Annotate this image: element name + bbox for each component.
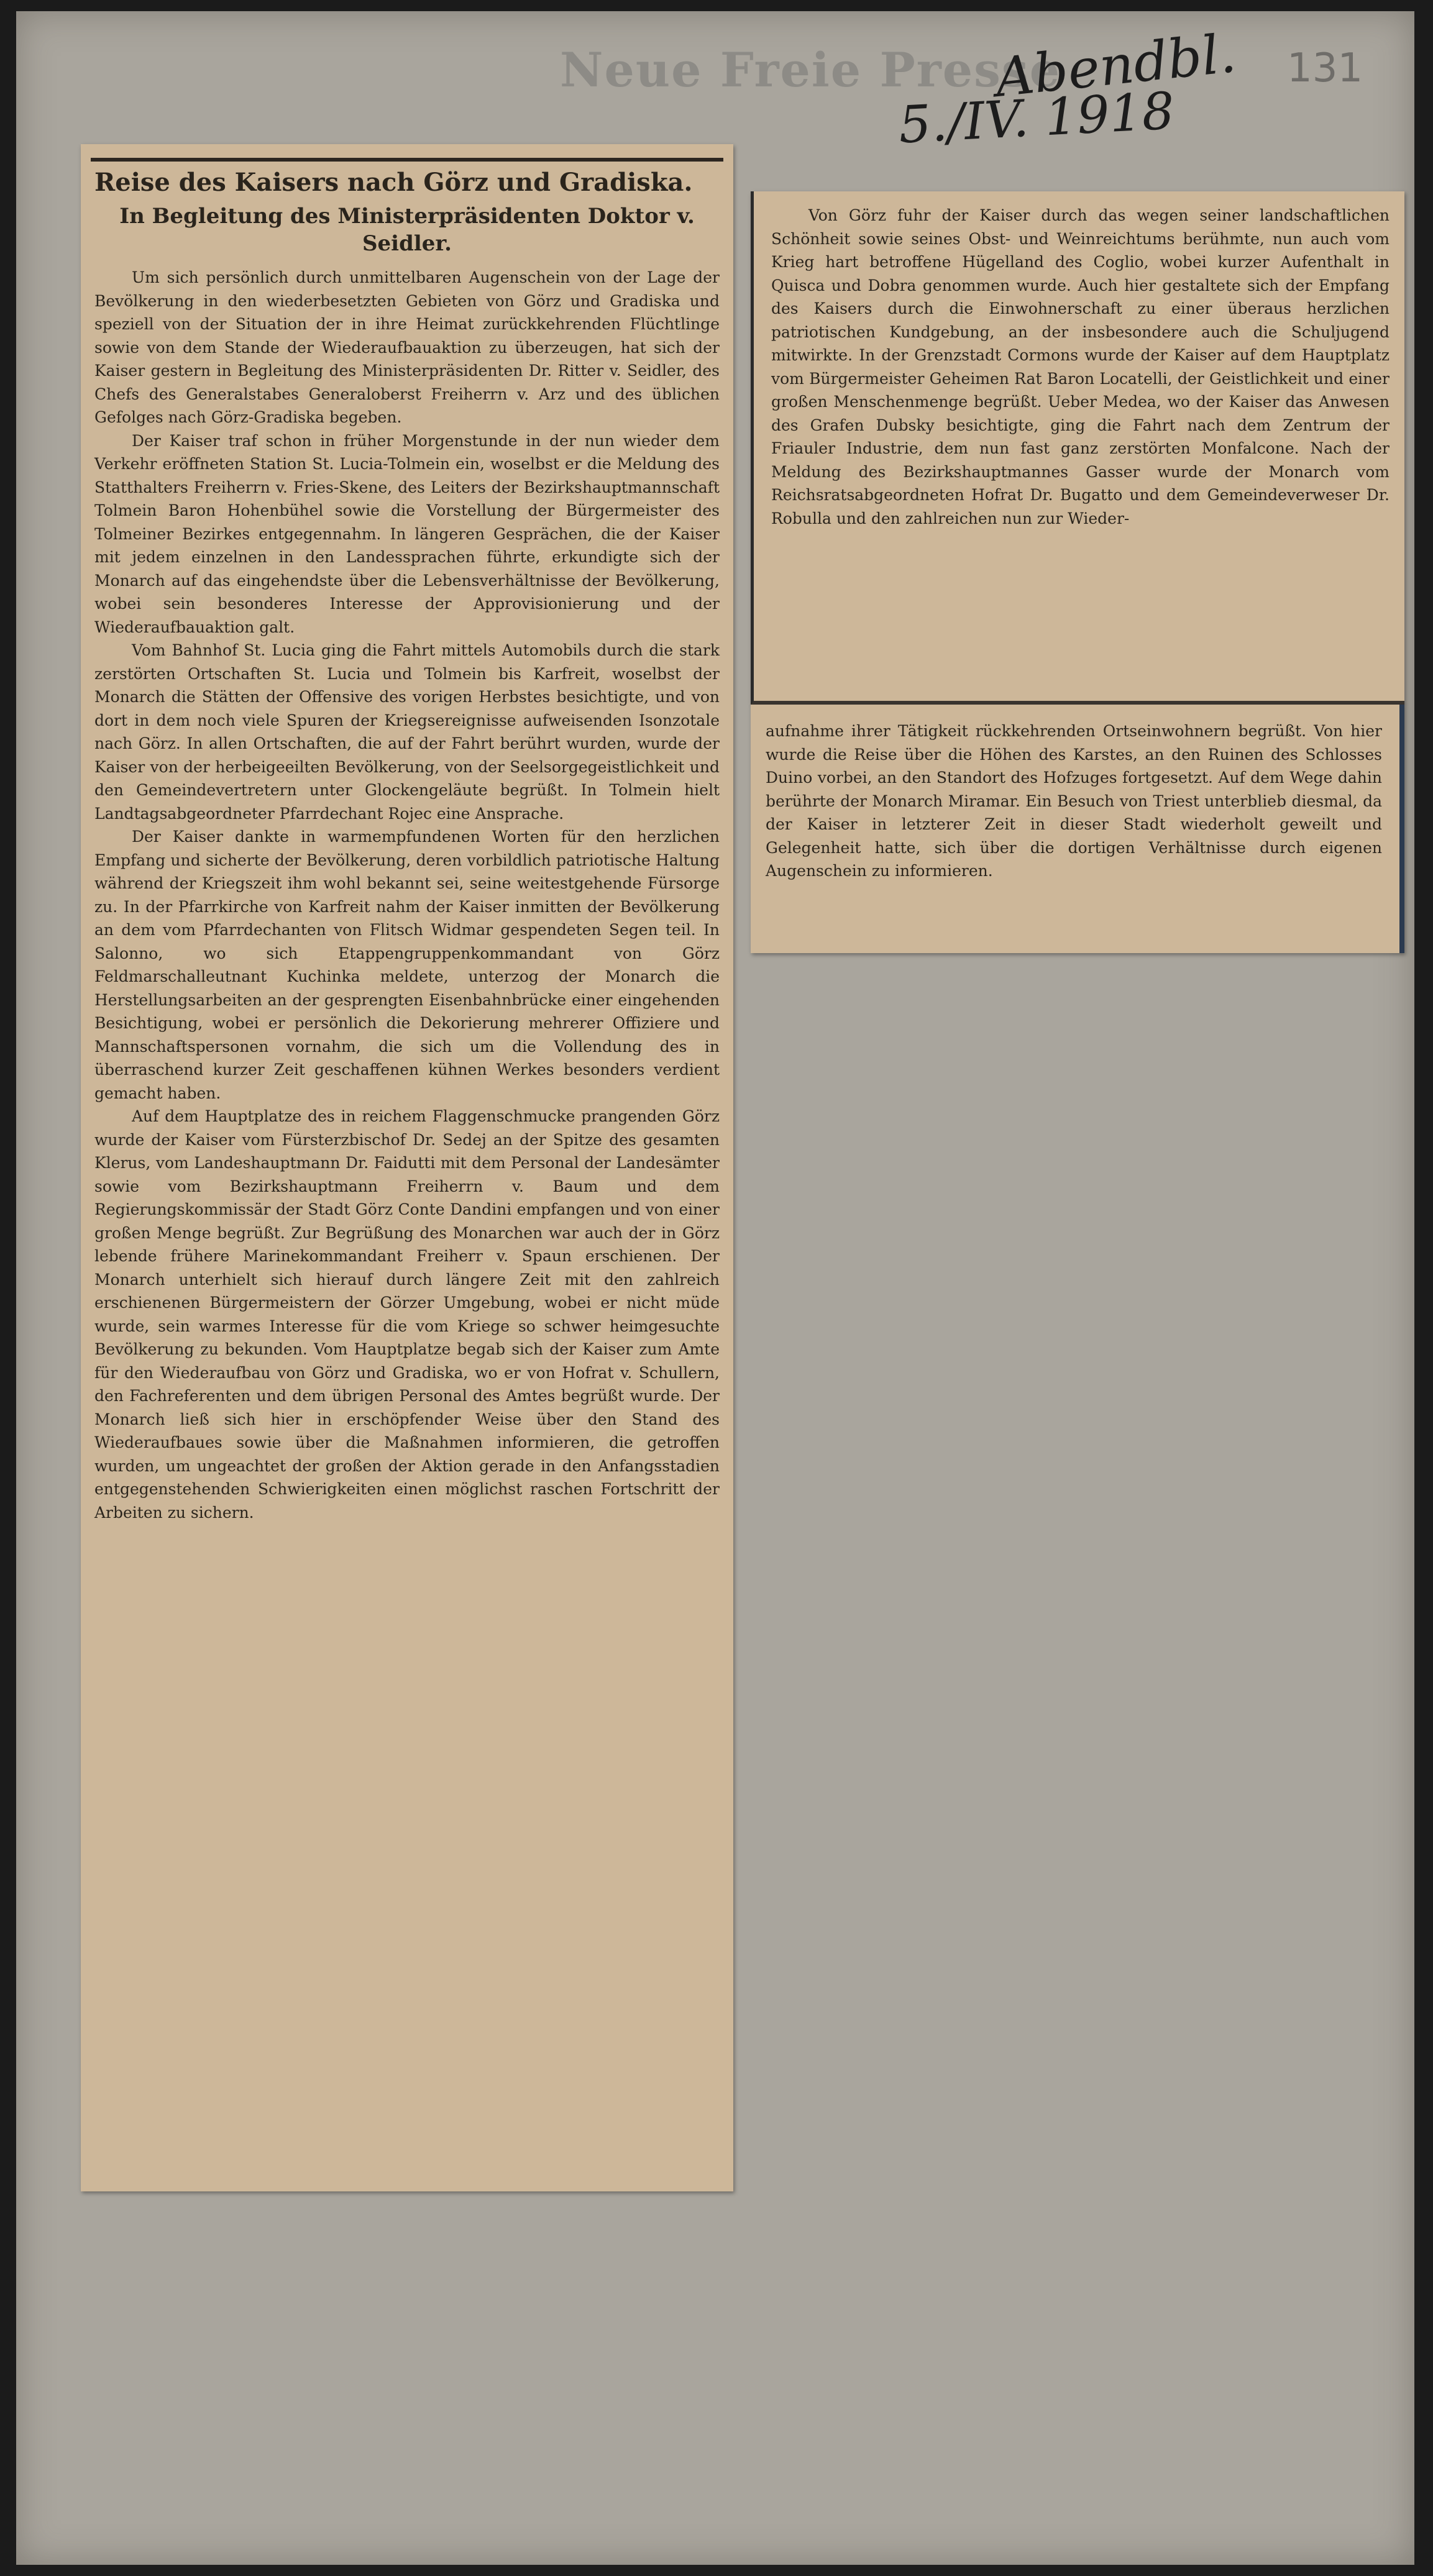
paragraph: Von Görz fuhr der Kaiser durch das wegen seiner landschaftlichen Schönheit sowie seines Obst- und Weinreichtums berühmte, nun auch vom Krieg hart betroffene Hügelland des Coglio, wobei kurzer Aufenthalt in Quisca und Dobra genommen wurde. Auch hier gestaltete sich der Empfang des Kaisers durch die Einwohnerschaft zu einer überaus herzlichen patriotischen Kundgebung, an der insbesondere auch die Schuljugend mitwirkte. In der Grenzstadt Cormons wurde der Kaiser auf dem Hauptplatz vom Bürgermeister Geheimen Rat Baron Locatelli, der Geistlichkeit und einer großen Menschenmenge begrüßt. Ueber Medea, wo der Kaiser das Anwesen des Grafen Dubsky besichtigte, ging die Fahrt nach dem Zentrum der Friauler Industrie, dem nun fast ganz zerstörten Monfalcone. Nach der Meldung des Bezirkshauptmannes Gasser wurde der Monarch vom Reichsratsabgeordneten Hofrat Dr. Bugatto und dem Gemeindeverweser Dr. Robulla und den zahlreichen nun zur Wieder-: [771, 206, 1390, 528]
article-subtitle: In Begleitung des Ministerpräsidenten Doktor v. Seidler.: [119, 204, 695, 256]
paragraph: Vom Bahnhof St. Lucia ging die Fahrt mittels Automobils durch die stark zerstörten Ortschaften St. Lucia und Tolmein bis Karfreit, woselbst der Monarch die Stätten der Offensive des vorigen Herbstes besichtigte, und von dort in dem noch viele Spuren der Kriegsereignisse aufweisenden Isonzotale nach Görz. In allen Ortschaften, die auf der Fahrt berührt wurden, wurde der Kaiser von der herbeigeeilten Bevölkerung, von der Seelsorgegeistlichkeit und den Gemeindevertretern unter Glockengeläute begrüßt. In Tolmein hielt Landtagsabgeordneter Pfarrdechant Rojec eine Ansprache.: [94, 641, 720, 823]
paragraph: Auf dem Hauptplatze des in reichem Flaggenschmucke prangenden Görz wurde der Kaiser vom Fürsterzbischof Dr. Sedej an der Spitze des gesamten Klerus, vom Landeshauptmann Dr. Faidutti mit dem Personal der Landesämter sowie vom Bezirkshauptmann Freiherrn v. Baum und dem Regierungskommissär der Stadt Görz Conte Dandini empfangen und von einer großen Menge begrüßt. Zur Begrüßung des Monarchen war auch der in Görz lebende frühere Marinekommandant Freiherr v. Spaun erschienen. Der Monarch unterhielt sich hierauf durch längere Zeit mit den zahlreich erschienenen Bürgermeistern der Görzer Umgebung, wobei er nicht müde wurde, sein warmes Interesse für die vom Kriege so schwer heimgesuchte Bevölkerung zu bekunden. Vom Hauptplatze begab sich der Kaiser zum Amte für den Wiederaufbau von Görz und Gradiska, wo er von Hofrat v. Schullern, den Fachreferenten und dem übrigen Personal des Amtes begrüßt wurde. Der Monarch ließ sich hier in erschöpfender Weise über den Stand des Wiederaufbaues sowie über die Maßnahmen informieren, die getroffen wurden, um ungeachtet der großen der Aktion gerade in den Anfangsstadien entgegenstehenden Schwierigkeiten einen möglichst raschen Fortschritt der Arbeiten zu sichern.: [94, 1107, 720, 1522]
newspaper-name-stamp: Neue Freie Presse: [560, 42, 1061, 98]
paragraph: Um sich persönlich durch unmittelbaren Augenschein von der Lage der Bevölkerung in den wiederbesetzten Gebieten von Görz und Gradiska und speziell von der Situation der in ihre Heimat zurückkehrenden Flüchtlinge sowie von dem Stande der Wiederaufbauaktion zu überzeugen, hat sich der Kaiser gestern in Begleitung des Ministerpräsidenten Dr. Ritter v. Seidler, des Chefs des Generalstabes Generaloberst Freiherrn v. Arz und des üblichen Gefolges nach Görz-Gradiska begeben.: [94, 268, 720, 426]
page-number: 131: [1287, 45, 1363, 91]
handwritten-edition: Abendbl.: [992, 22, 1239, 110]
article-title: Reise des Kaisers nach Görz und Gradiska.: [94, 168, 693, 197]
paragraph: Der Kaiser dankte in warmempfundenen Worten für den herzlichen Empfang und sicherte der Bevölkerung, deren vorbildlich patriotische Haltung während der Kriegszeit ihm wohl bekannt sei, seine weitestgehende Fürsorge zu. In der Pfarrkirche von Karfreit nahm der Kaiser inmitten der Bevölkerung an dem vom Pfarrdechanten von Flitsch Widmar gespendeten Segen teil. In Salonno, wo sich Etappengruppenkommandant von Görz Feldmarschalleutnant Kuchinka meldete, unterzog der Monarch die Herstellungsarbeiten an der gesprengten Eisenbahnbrücke einer eingehenden Besichtigung, wobei er persönlich die Dekorierung mehrerer Offiziere und Mannschaftspersonen vornahm, die sich um die Vollendung des in überraschend kurzer Zeit geschaffenen kühnen Werkes besonders verdient gemacht haben.: [94, 828, 720, 1102]
article-clipping-right-bottom: [751, 705, 1404, 953]
paragraph: Der Kaiser traf schon in früher Morgenstunde in der nun wieder dem Verkehr eröffneten Station St. Lucia-Tolmein ein, woselbst er die Meldung des Statthalters Freiherrn v. Fries-Skene, des Leiters der Bezirkshauptmannschaft Tolmein Baron Hohenbühel sowie die Vorstellung der Bürgermeister des Tolmeiner Bezirkes entgegennahm. In längeren Gesprächen, die der Kaiser mit jedem einzelnen in den Landessprachen führte, erkundigte sich der Monarch auf das eingehendste über die Lebensverhältnisse der Bevölkerung, wobei sein besonderes Interesse der Approvisionierung und der Wiederaufbauaktion galt.: [94, 431, 720, 636]
paragraph: aufnahme ihrer Tätigkeit rückkehrenden Ortseinwohnern begrüßt. Von hier wurde die Reise über die Höhen des Karstes, an den Ruinen des Schlosses Duino vorbei, an den Standort des Hofzuges fortgesetzt. Auf dem Wege dahin berührte der Monarch Miramar. Ein Besuch von Triest unterblieb diesmal, da der Kaiser in letzterer Zeit in dieser Stadt wiederholt geweilt und Gelegenheit hatte, sich über die dortigen Verhältnisse durch eigenen Augenschein zu informieren.: [766, 722, 1382, 880]
top-rule: [91, 158, 723, 162]
handwritten-date: 5./IV. 1918: [897, 81, 1176, 155]
article-clipping-right-top: [751, 191, 1404, 705]
article-clipping-left: [81, 144, 733, 2191]
